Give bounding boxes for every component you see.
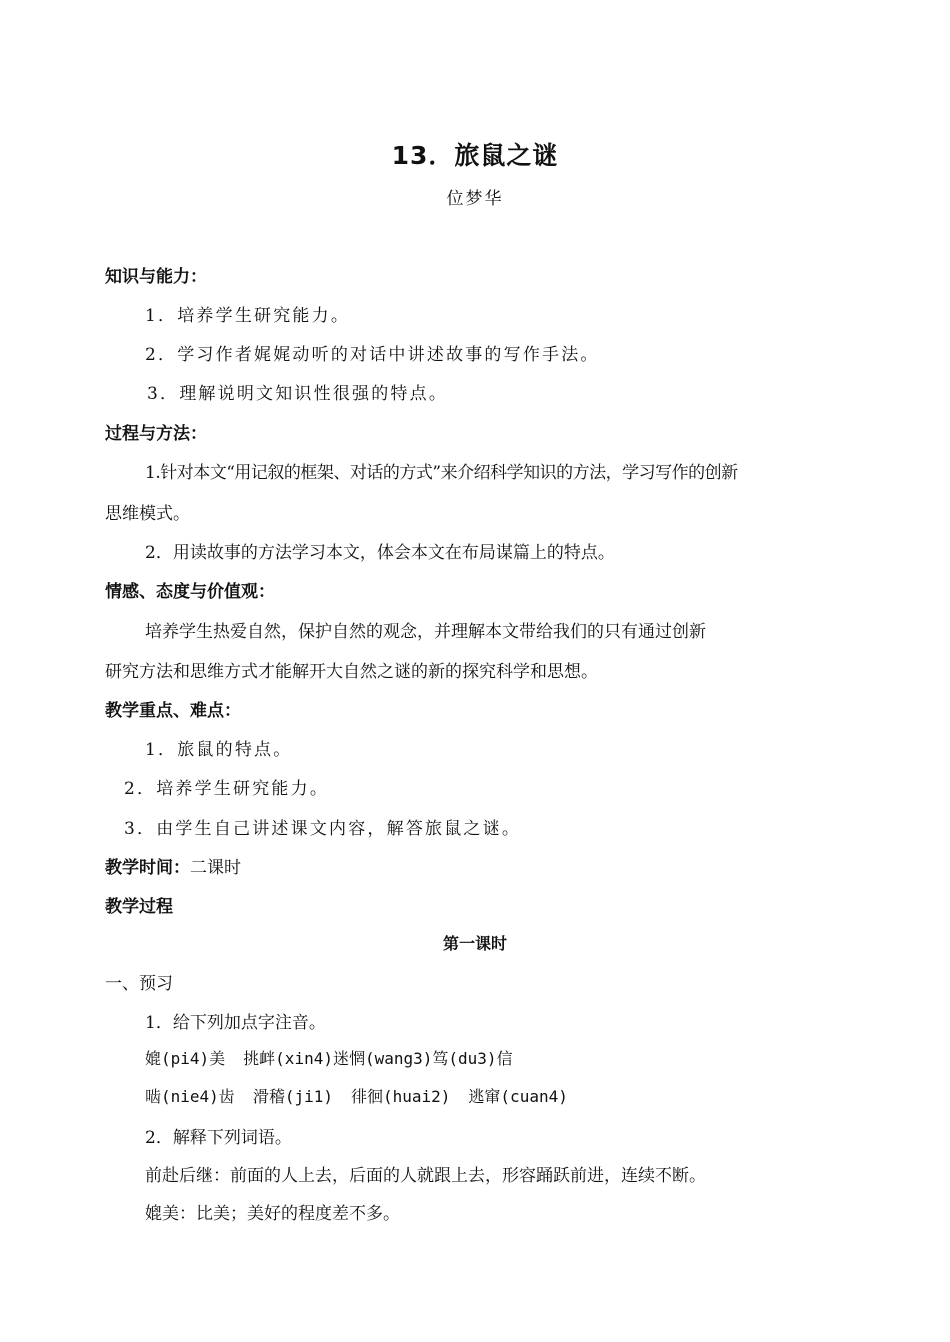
definition-2: 媲美：比美；美好的程度差不多。 bbox=[145, 1204, 400, 1224]
focus-item-2: 2．培养学生研究能力。 bbox=[124, 779, 330, 799]
section-heading-procedure: 教学过程 bbox=[105, 897, 173, 917]
task-definitions: 2．解释下列词语。 bbox=[145, 1128, 292, 1148]
pinyin-row-2 bbox=[145, 1084, 568, 1107]
task-pinyin: 1．给下列加点字注音。 bbox=[145, 1013, 326, 1033]
knowledge-item-3: 3．理解说明文知识性很强的特点。 bbox=[147, 384, 449, 404]
pinyin-word: 媲(pi4)美 bbox=[145, 1049, 226, 1068]
section-heading-process: 过程与方法： bbox=[105, 424, 207, 444]
section-heading-knowledge: 知识与能力： bbox=[105, 267, 207, 287]
knowledge-item-1: 1．培养学生研究能力。 bbox=[145, 306, 351, 326]
pinyin-word: 滑稽(ji1) bbox=[252, 1087, 333, 1106]
definition-1: 前赴后继：前面的人上去，后面的人就跟上去，形容踊跃前进，连续不断。 bbox=[145, 1166, 706, 1186]
process-item-1-line-1: 1.针对本文“用记叙的框架、对话的方式”来介绍科学知识的方法，学习写作的创新 bbox=[145, 463, 738, 483]
knowledge-item-2: 2．学习作者娓娓动听的对话中讲述故事的写作手法。 bbox=[145, 345, 600, 365]
pinyin-word: 挑衅(xin4)迷惘(wang3)笃(du3)信 bbox=[243, 1049, 513, 1068]
focus-item-3: 3．由学生自己讲述课文内容，解答旅鼠之谜。 bbox=[124, 819, 522, 839]
lesson-heading: 第一课时 bbox=[442, 934, 507, 953]
section-heading-emotion: 情感、态度与价值观： bbox=[105, 582, 275, 602]
emotion-line-2: 研究方法和思维方式才能解开大自然之谜的新的探究科学和思想。 bbox=[105, 662, 598, 682]
process-item-2: 2．用读故事的方法学习本文，体会本文在布局谋篇上的特点。 bbox=[145, 543, 615, 563]
section-heading-time: 教学时间： bbox=[105, 858, 190, 878]
document-author: 位梦华 bbox=[446, 189, 504, 209]
pinyin-word: 徘徊(huai2) bbox=[350, 1087, 451, 1106]
teaching-time bbox=[105, 853, 241, 878]
section-heading-focus: 教学重点、难点： bbox=[105, 701, 241, 721]
teaching-time-value: 二课时 bbox=[190, 858, 241, 878]
pinyin-word: 啮(nie4)齿 bbox=[145, 1087, 235, 1106]
process-item-1-line-2: 思维模式。 bbox=[105, 504, 190, 524]
pinyin-word: 逃窜(cuan4) bbox=[468, 1087, 568, 1106]
emotion-line-1: 培养学生热爱自然，保护自然的观念，并理解本文带给我们的只有通过创新 bbox=[145, 622, 706, 642]
part-preview: 一、预习 bbox=[105, 974, 173, 994]
focus-item-1: 1．旅鼠的特点。 bbox=[145, 740, 293, 760]
pinyin-row-1 bbox=[145, 1046, 513, 1069]
document-title: 13．旅鼠之谜 bbox=[391, 141, 559, 170]
